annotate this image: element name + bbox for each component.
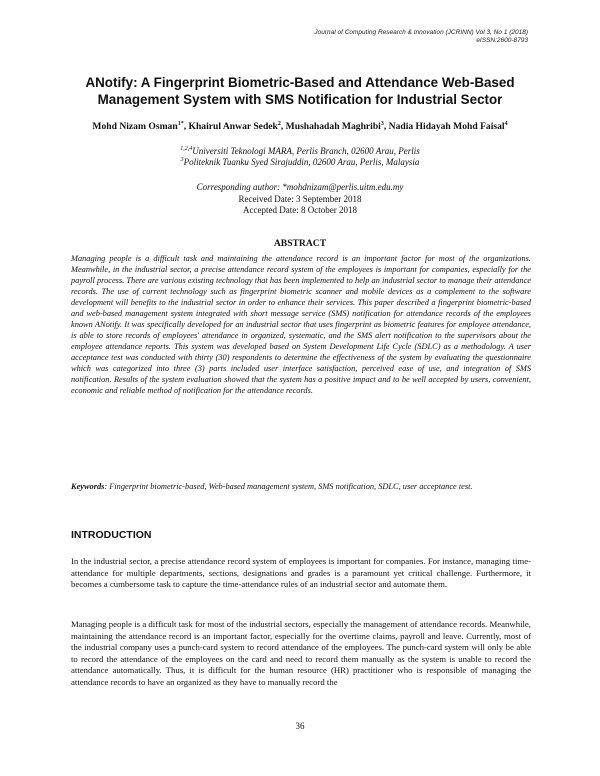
author-mark: 2	[277, 120, 281, 127]
affiliation-text: Politeknik Tuanku Syed Sirajuddin, 02600 Arau, Perlis, Malaysia	[183, 157, 420, 167]
author-mark: 1*	[177, 120, 184, 127]
author-list: Mohd Nizam Osman$^{1*}$, Khairul Anwar Sedek$^2$, Mushahadah Maghribi$^3$, Nadia Hidayah Mohd Faisal$^4$	[92, 120, 508, 132]
introduction-heading: INTRODUCTION	[71, 529, 152, 541]
keywords	[71, 481, 531, 492]
author-name: Nadia Hidayah Mohd Faisal	[388, 121, 505, 132]
author-name: Khairul Anwar Sedek	[188, 121, 278, 132]
accepted-date: Accepted Date: 8 October 2018	[243, 205, 357, 215]
journal-issn: eISSN:2600-8793	[476, 37, 528, 44]
journal-header	[314, 29, 528, 45]
introduction-paragraph-2: Managing people is a difficult task for most of the industrial sectors, especially the management of attendance records. Meanwhile, maintaining the attendance record is an important factor, especially for the overtime claims, payroll and leave. Currently, most of the industrial company uses a punch-card system to record attendance of the employees. The punch-card system will only be able to record the attendance of the employees on the card and need to record them manually as the system is unable to record the attendance automatically. Thus, it is difficult for the human resource (HR) practitioner who is responsible of managing the attendance records to have an organized as they have to manually record the	[71, 619, 531, 687]
correspondence-block	[70, 182, 530, 217]
affiliation-2	[70, 157, 530, 168]
abstract-heading: ABSTRACT	[273, 238, 327, 249]
affiliations	[70, 146, 530, 168]
corresponding-author: Corresponding author: *mohdnizam@perlis.uitm.edu.my	[196, 182, 404, 192]
affiliation-mark: 1,2,4	[180, 146, 193, 152]
introduction-paragraph-1: In the industrial sector, a precise attendance record system of employees is important for companies. For instance, managing time-attendance for multiple departments, sections, designations and grades is a paramount yet critical challenge. Furthermore, it becomes a cumbersome task to capture the time-attendance rules of an industrial sector and automate them.	[71, 556, 531, 589]
author-mark: 3	[380, 120, 384, 127]
affiliation-text: Universiti Teknologi MARA, Perlis Branch, 02600 Arau, Perlis	[192, 146, 420, 156]
affiliation-1	[70, 146, 530, 157]
received-date: Received Date: 3 September 2018	[238, 193, 362, 204]
affiliation-mark: 3	[180, 157, 184, 163]
author-name: Mushahadah Maghribi	[285, 121, 381, 132]
page-number: 36	[295, 721, 305, 731]
keywords-label: Keywords	[71, 482, 105, 491]
journal-name: Journal of Computing Research & Innovation (JCRINN) Vol 3, No 1 (2018)	[314, 29, 528, 36]
abstract-text: Managing people is a difficult task and maintaining the attendance record is an important factor for most of the organizations. Meanwhile, in the industrial sector, a precise attendance record system of the employees is important for companies, especially for the payroll process. There are various existing technology that has been implemented to help an industrial sector to manage their attendance records. The use of current technology such as fingerprint biometric scanner and mobile devices as a complement to the software development will benefits to the industrial sector in order to enhance their services. This paper described a fingerprint biometric-based and web-based management system integrated with short message service (SMS) notification for attendance records of the employees known ANotify. It was specifically developed for an industrial sector that uses fingerprint as biometric features for employee attendance, is able to store records of employees' attendance in organized, systematic, and the SMS alert notification to the supervisors about the employee attendance reports. This system was developed based on System Development Life Cycle (SDLC) as a methodology. A user acceptance test was conducted with thirty (30) respondents to determine the effectiveness of the system by evaluating the questionnaire which was categorized into three (3) parts included user interface satisfaction, perceived ease of use, and integration of SMS notification. Results of the system evaluation showed that the system has a positive impact and to be well accepted by users, convenient, economic and reliable method of notification for the attendance records.	[71, 254, 531, 395]
paper-title: ANotify: A Fingerprint Biometric-Based and Attendance Web-Based Management System with SMS Notification for Industrial Sector	[85, 75, 515, 107]
author-name: Mohd Nizam Osman	[92, 121, 178, 132]
author-mark: 4	[504, 120, 508, 127]
keywords-text: : Fingerprint biometric-based, Web-based management system, SMS notification, SDLC, user acceptance test.	[104, 482, 473, 491]
